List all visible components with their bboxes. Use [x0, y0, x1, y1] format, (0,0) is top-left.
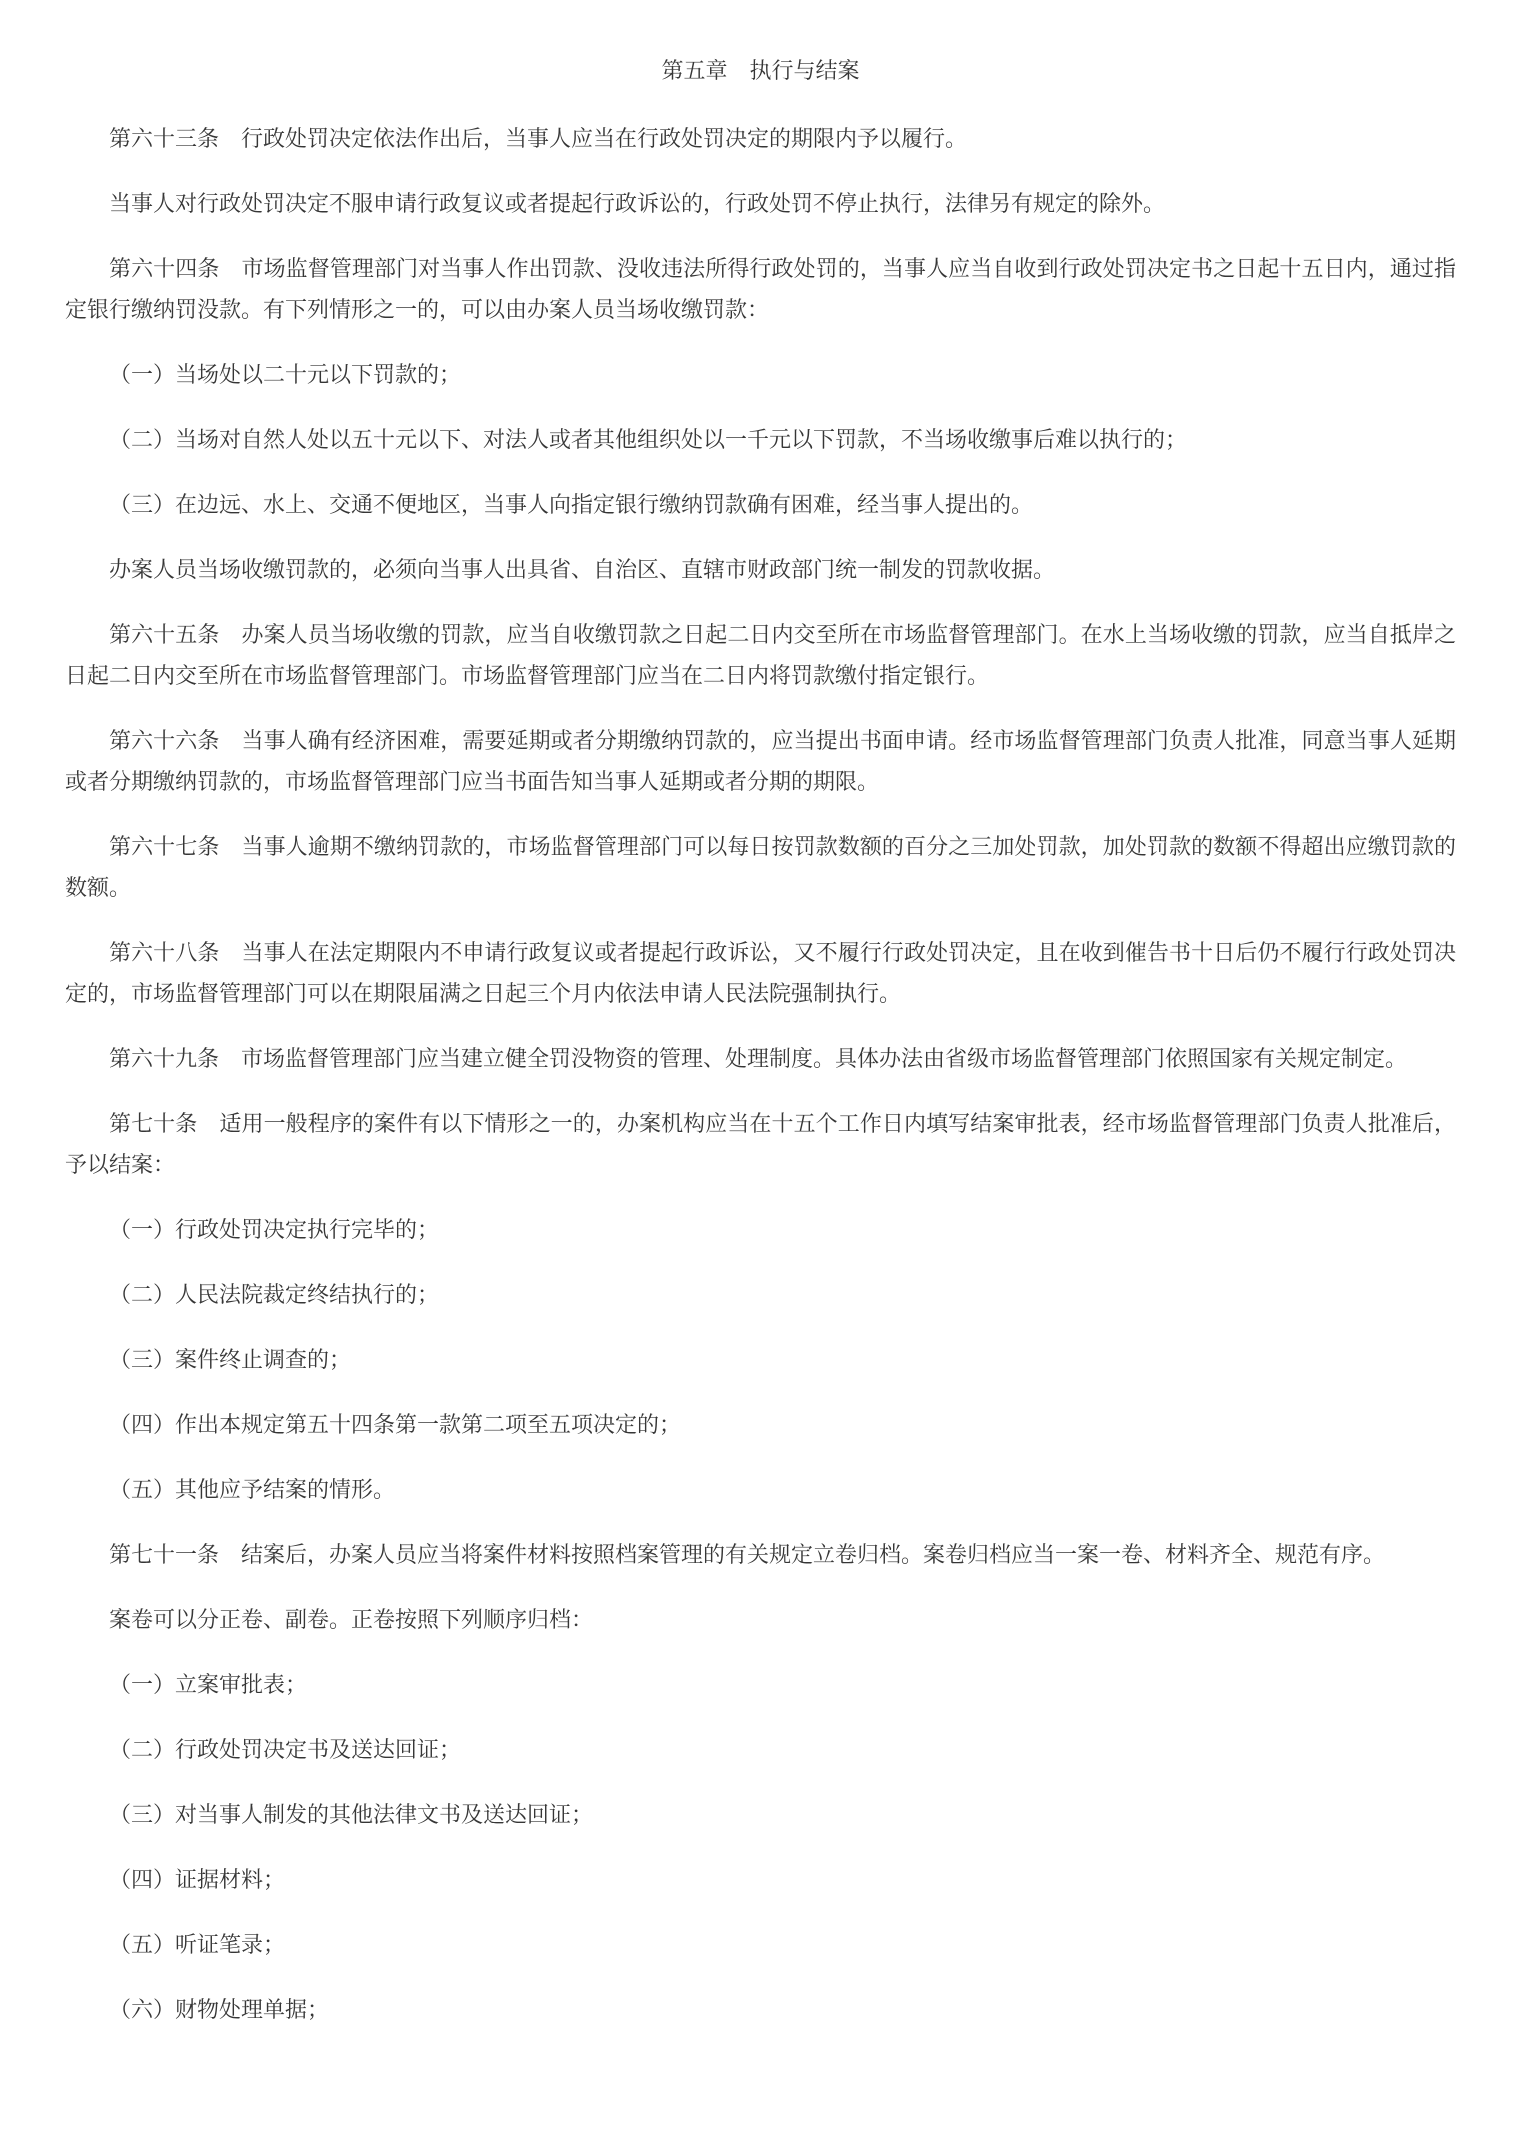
article-64-item-3: （三）在边远、水上、交通不便地区，当事人向指定银行缴纳罚款确有困难，经当事人提出的。 [109, 493, 1034, 518]
article-68: 第六十八条 当事人在法定期限内不申请行政复议或者提起行政诉讼，又不履行行政处罚决定，且在收到催告书十日后仍不履行行政处罚决定的，市场监督管理部门可以在期限届满之日起三个月内依法申请人民法院强制执行。 [65, 941, 1456, 1007]
article-71: 第七十一条 结案后，办案人员应当将案件材料按照档案管理的有关规定立卷归档。案卷归档应当一案一卷、材料齐全、规范有序。 [109, 1543, 1386, 1568]
article-64-item-2: （二）当场对自然人处以五十元以下、对法人或者其他组织处以一千元以下罚款，不当场收缴事后难以执行的； [109, 428, 1188, 453]
article-71-para-2: 案卷可以分正卷、副卷。正卷按照下列顺序归档： [109, 1608, 594, 1633]
article-71-item-2: （二）行政处罚决定书及送达回证； [109, 1738, 462, 1763]
chapter-heading: 第五章 执行与结案 [661, 59, 860, 84]
article-70-item-4: （四）作出本规定第五十四条第一款第二项至五项决定的； [109, 1413, 682, 1438]
article-71-item-1: （一）立案审批表； [109, 1673, 308, 1698]
article-71-item-3: （三）对当事人制发的其他法律文书及送达回证； [109, 1803, 594, 1828]
article-69: 第六十九条 市场监督管理部门应当建立健全罚没物资的管理、处理制度。具体办法由省级市场监督管理部门依照国家有关规定制定。 [109, 1047, 1408, 1072]
article-67: 第六十七条 当事人逾期不缴纳罚款的，市场监督管理部门可以每日按罚款数额的百分之三加处罚款，加处罚款的数额不得超出应缴罚款的数额。 [65, 835, 1456, 901]
article-65: 第六十五条 办案人员当场收缴的罚款，应当自收缴罚款之日起二日内交至所在市场监督管理部门。在水上当场收缴的罚款，应当自抵岸之日起二日内交至所在市场监督管理部门。市场监督管理部门应当在二日内将罚款缴付指定银行。 [65, 623, 1456, 689]
article-71-item-4: （四）证据材料； [109, 1868, 286, 1893]
article-64: 第六十四条 市场监督管理部门对当事人作出罚款、没收违法所得行政处罚的，当事人应当自收到行政处罚决定书之日起十五日内，通过指定银行缴纳罚没款。有下列情形之一的，可以由办案人员当场收缴罚款： [65, 257, 1456, 323]
article-64-para-2: 办案人员当场收缴罚款的，必须向当事人出具省、自治区、直辖市财政部门统一制发的罚款收据。 [109, 558, 1056, 583]
article-70: 第七十条 适用一般程序的案件有以下情形之一的，办案机构应当在十五个工作日内填写结案审批表，经市场监督管理部门负责人批准后，予以结案： [65, 1112, 1456, 1178]
article-70-item-2: （二）人民法院裁定终结执行的； [109, 1283, 440, 1308]
article-63-para-2: 当事人对行政处罚决定不服申请行政复议或者提起行政诉讼的，行政处罚不停止执行，法律另有规定的除外。 [109, 192, 1166, 217]
article-70-item-3: （三）案件终止调查的； [109, 1348, 352, 1373]
article-63: 第六十三条 行政处罚决定依法作出后，当事人应当在行政处罚决定的期限内予以履行。 [109, 127, 968, 152]
article-71-item-5: （五）听证笔录； [109, 1933, 286, 1958]
article-64-item-1: （一）当场处以二十元以下罚款的； [109, 363, 462, 388]
article-70-item-1: （一）行政处罚决定执行完毕的； [109, 1218, 440, 1243]
article-71-item-6: （六）财物处理单据； [109, 1998, 330, 2023]
article-66: 第六十六条 当事人确有经济困难，需要延期或者分期缴纳罚款的，应当提出书面申请。经市场监督管理部门负责人批准，同意当事人延期或者分期缴纳罚款的，市场监督管理部门应当书面告知当事人延期或者分期的期限。 [65, 729, 1456, 795]
article-70-item-5: （五）其他应予结案的情形。 [109, 1478, 396, 1503]
